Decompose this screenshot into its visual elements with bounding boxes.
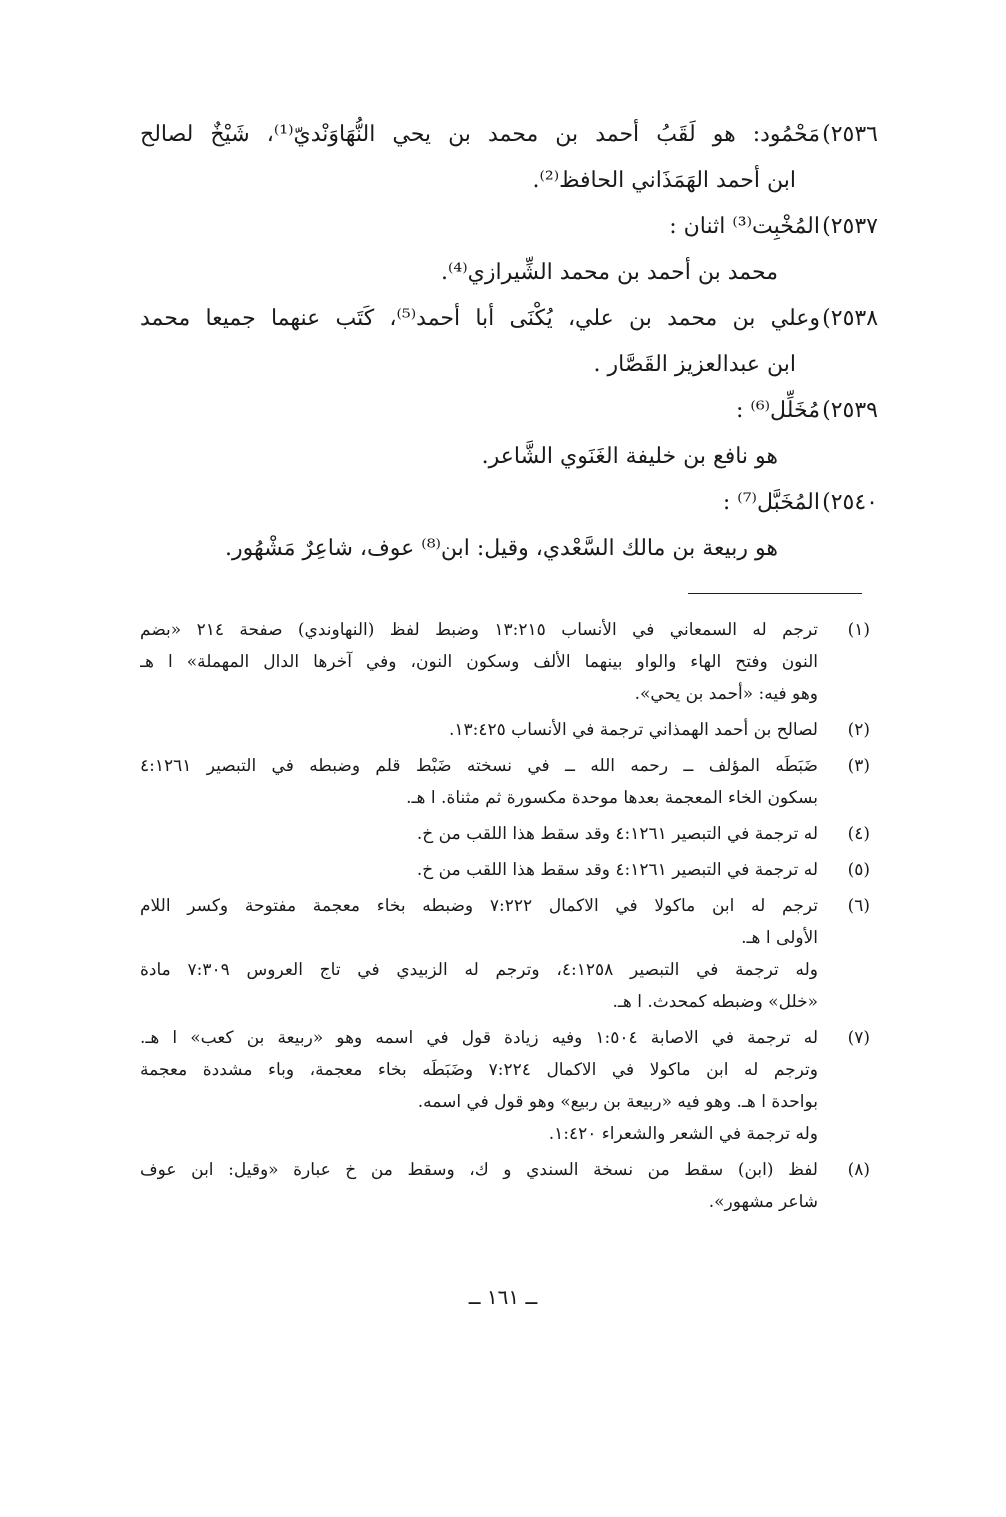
footnote-line: بواحدة ا هـ. وهو فيه «ربيعة بن ربيع» وهو قول في اسمه. <box>417 1092 818 1112</box>
footnote-line: لصالح بن أحمد الهمذاني ترجمة في الأنساب ١٣:٤٢٥. <box>448 720 818 740</box>
entry-number: ٢٥٣٨) <box>822 306 878 331</box>
footnote-line: ترجم له ابن ماكولا في الاكمال ٧:٢٢٢ وضبطه بخاء معجمة مفتوحة وكسر اللام <box>140 896 818 916</box>
footnote-body <box>140 614 818 710</box>
footnote-number: (١) <box>847 620 870 640</box>
entry-number: ٢٥٤٠) <box>822 490 878 515</box>
entry-line <box>140 158 878 204</box>
entry-line <box>140 480 878 526</box>
footnote <box>140 614 870 710</box>
footnote <box>140 1022 870 1150</box>
footnote-body <box>140 714 818 746</box>
footnotes <box>140 614 870 1222</box>
entry-line <box>140 296 878 342</box>
footnote-line: وترجم له ابن ماكولا في الاكمال ٧:٢٢٤ وضَبَطَه بخاء معجمة، وباء مشددة معجمة <box>140 1060 818 1080</box>
footnote-number: (٨) <box>847 1160 870 1180</box>
footnote-body <box>140 854 818 886</box>
entry-text: محمد بن أحمد بن محمد الشِّيرازي⁽⁴⁾. <box>440 260 778 285</box>
entry-text: مُخَلِّل⁽⁶⁾ : <box>736 398 820 423</box>
footnote-line: ضَبَطَه المؤلف ــ رحمه الله ــ في نسخته ضَبْط قلم وضبطه في التبصير ٤:١٢٦١ <box>140 756 818 776</box>
footnote-line: وله ترجمة في الشعر والشعراء ١:٤٢٠. <box>548 1124 818 1144</box>
footnote-line: ترجم له السمعاني في الأنساب ١٣:٢١٥ وضبط لفظ (النهاوندي) صفحة ٢١٤ «بضم <box>140 620 818 640</box>
footnote-body <box>140 1154 818 1218</box>
footnote <box>140 714 870 746</box>
footnote-line: بسكون الخاء المعجمة بعدها موحدة مكسورة ثم مثناة. ا هـ. <box>406 788 818 808</box>
footnote-body <box>140 750 818 814</box>
footnote <box>140 854 870 886</box>
entry-line <box>140 342 878 388</box>
entry-text: هو نافع بن خليفة الغَنَوي الشَّاعر. <box>481 444 778 469</box>
main-text <box>140 112 878 572</box>
footnote-line: «خلل» وضبطه كمحدث. ا هـ. <box>612 992 818 1012</box>
footnote-line: له ترجمة في الاصابة ١:٥٠٤ وفيه زيادة قول في اسمه وهو «ربيعة بن كعب» ا هـ. <box>140 1028 818 1048</box>
entry-line <box>140 112 878 158</box>
entry-text: ابن عبدالعزيز القَصَّار . <box>593 352 796 377</box>
footnote-number: (٥) <box>847 860 870 880</box>
footnote-line: الأولى ا هـ. <box>741 928 818 948</box>
entry-text: هو ربيعة بن مالك السَّعْدي، وقيل: ابن⁽⁸⁾ عوف، شاعِرٌ مَشْهُور. <box>224 536 778 561</box>
footnote-line: لفظ (ابن) سقط من نسخة السندي و ك، وسقط من خ عبارة «وقيل: ابن عوف <box>140 1160 818 1180</box>
footnote <box>140 1154 870 1218</box>
footnote-body <box>140 890 818 1018</box>
entry-line <box>140 204 878 250</box>
entry-text: المُخْبِت⁽³⁾ اثنان : <box>669 214 820 239</box>
footnote-number: (٦) <box>847 896 870 916</box>
entry-text: المُخَبَّل⁽⁷⁾ : <box>722 490 820 515</box>
entry-text: ابن أحمد الهَمَذَاني الحافظ⁽²⁾. <box>532 168 796 193</box>
footnote-number: (٤) <box>847 824 870 844</box>
footnote-number: (٧) <box>847 1028 870 1048</box>
entry-text: وعلي بن محمد بن علي، يُكْنَى أبا أحمد⁽⁵⁾، كَتَب عنهما جميعا محمد <box>140 306 821 331</box>
footnote-divider <box>688 593 862 594</box>
entry-line <box>140 434 878 480</box>
footnote-line: وهو فيه: «أحمد بن يحي». <box>634 684 818 704</box>
entry-text: مَحْمُود: هو لَقَبُ أحمد بن محمد بن يحي النُّهَاوَنْديّ⁽¹⁾، شَيْخٌ لصالح <box>140 122 820 147</box>
footnote-number: (٢) <box>847 720 870 740</box>
entry-line <box>140 526 878 572</box>
footnote-number: (٣) <box>847 756 870 776</box>
footnote-line: النون وفتح الهاء والواو بينهما الألف وسكون النون، وفي آخرها الدال المهملة» ا هـ <box>140 652 818 672</box>
entry-line <box>140 250 878 296</box>
footnote <box>140 818 870 850</box>
page-number: ــ ١٦١ ــ <box>468 1285 538 1309</box>
entry-number: ٢٥٣٦) <box>822 122 878 147</box>
footnote-line: له ترجمة في التبصير ٤:١٢٦١ وقد سقط هذا اللقب من خ. <box>416 824 818 844</box>
entry-number: ٢٥٣٩) <box>822 398 878 423</box>
footnote-line: شاعر مشهور». <box>708 1192 818 1212</box>
footnote-body <box>140 1022 818 1150</box>
footnote <box>140 890 870 1018</box>
entry-line <box>140 388 878 434</box>
footnote-line: وله ترجمة في التبصير ٤:١٢٥٨، وترجم له الزبيدي في تاج العروس ٧:٣٠٩ مادة <box>140 960 818 980</box>
footnote-line: له ترجمة في التبصير ٤:١٢٦١ وقد سقط هذا اللقب من خ. <box>416 860 818 880</box>
entry-number: ٢٥٣٧) <box>822 214 878 239</box>
footnote-body <box>140 818 818 850</box>
footnote <box>140 750 870 814</box>
